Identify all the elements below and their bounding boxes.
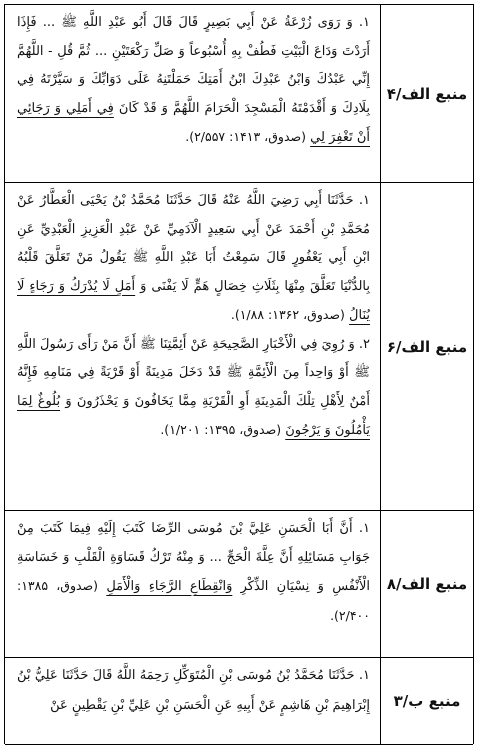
citation: (صدوق، ۱۳۸۵: ۲/۴۰۰). <box>17 578 370 623</box>
hadith-text: ۱. وَ رَوَى زُرْعَةُ عَنْ أَبِي بَصِيرٍ قَالَ قَالَ أَبُو عَبْدِ اللَّهِ ﷺ ... فَإِذَا أَرَدْتَ وَدَاعَ الْبَيْتِ فَطُفْ بِهِ أُسْبُوعاً وَ صَلِّ رَكْعَتَيْنِ ... ثُمَّ قُلِ - اللَّهُمَّ إِنِّي عَبْدُكَ وَابْنُ عَبْدِكَ ابْنُ أَمَتِكَ حَمَلْتَنِهُ عَلَى دَوَابِّكَ وَ سَيَّرْتَهُ فِي بِلَادِكَ وَ أَقْدَمْتَهُ الْمَسْجِدَ الْحَرَامَ اللَّهُمَّ وَ قَدْ كَانَ فِي أَمَلِي وَ رَجَائِي أَنْ تَغْفِرَ لِي (صدوق، ۱۴۱۳: ۲/۵۵۷). <box>17 15 370 145</box>
table-row <box>5 5 473 183</box>
highlighted-phrase: فِي أَمَلِي وَ رَجَائِي أَنْ تَغْفِرَ لِي <box>17 100 370 145</box>
highlighted-phrase: أَمَلٍ لَا يُدْرَكُ وَ رَجَاءٍ لَا يُنَالُ <box>17 278 370 323</box>
source-label: منبع ب/۳ <box>380 658 473 744</box>
source-label: منبع الف/۶ <box>380 183 473 510</box>
highlighted-phrase: وَانْقِطَاعِ الرَّجَاءِ وَالْأَمَلِ <box>106 579 233 594</box>
table-row <box>5 658 473 745</box>
hadith-text: ۱. أَنَّ أَبَا الْحَسَنِ عَلِيَّ بْنَ مُوسَى الرِّضَا كَتَبَ إِلَيْهِ فِيمَا كَتَبَ مِنْ جَوَابِ مَسَائِلِهِ أَنَّ عِلَّةَ الْحَجِّ ... وَ مِنْهُ تَرْكُ قَسَاوَةِ الْقَلْبِ وَ خَسَاسَةِ الْأَنْفُسِ وَ نِسْيَانِ الذِّكْرِ وَانْقِطَاعِ الرَّجَاءِ وَالْأَمَلِ (صدوق، ۱۳۸۵: ۲/۴۰۰). <box>17 521 370 623</box>
hadith-cell <box>5 5 380 182</box>
highlighted-phrase: بُلُوغٌ لِمَا يَأْمُلُونَ وَ يَرْجُونَ <box>17 393 370 438</box>
hadith-text: ۱. حَدَّثَنَا مُحَمَّدُ بْنُ مُوسَى بْنِ الْمُتَوَكِّلِ رَحِمَهُ اللَّهُ قَالَ حَدَّثَنَا عَلِيُّ بْنُ إِبْرَاهِيمَ بْنِ هَاشِمٍ عَنْ أَبِيهِ عَنِ الْحَسَنِ بْنِ عَلِيِّ بْنِ يَقْطِينٍ عَنْ <box>17 668 370 713</box>
source-label: منبع الف/۴ <box>380 5 473 182</box>
source-label: منبع الف/۸ <box>380 511 473 657</box>
hadith-text: ۲. وَ رُوِيَ فِي الْأَخْبَارِ الصَّحِيحَةِ عَنْ أَئِمَّتِنَا ﷺ أَنَّ مَنْ رَأَى رَسُولَ اللَّهِ ﷺ أَوْ وَاحِداً مِنَ الْأَئِمَّةِ ﷺ قَدْ دَخَلَ مَدِينَةً أَوْ قَرْيَةً فِي مَنَامِهِ فَإِنَّهُ أَمْنٌ لِأَهْلِ تِلْكَ الْمَدِينَةِ أَوِ الْقَرْيَةِ مِمَّا يَخَافُونَ وَ يَحْذَرُونَ وَ بُلُوغٌ لِمَا يَأْمُلُونَ وَ يَرْجُونَ (صدوق، ۱۳۹۵: ۱/۲۰۱). <box>17 336 370 438</box>
citation: (صدوق، ۱۳۹۵: ۱/۲۰۱). <box>160 422 282 437</box>
hadith-cell <box>5 658 380 744</box>
hadith-cell <box>5 183 380 510</box>
hadith-source-table <box>4 4 474 744</box>
citation: (صدوق، ۱۳۶۲: ۱/۸۸). <box>230 307 345 322</box>
hadith-text: ۱. حَدَّثَنَا أَبِي رَضِيَ اللَّهُ عَنْهُ قَالَ حَدَّثَنَا مُحَمَّدُ بْنُ يَحْيَى الْعَطَّارُ عَنْ مُحَمَّدِ بْنِ أَحْمَدَ عَنْ أَبِي سَعِيدٍ الْآدَمِيِّ عَنْ عَبْدِ الْعَزِيزِ الْعَبْدِيِّ عَنِ ابْنِ أَبِي يَعْفُورٍ قَالَ سَمِعْتُ أَبَا عَبْدِ اللَّهِ ﷺ يَقُولُ مَنْ تَعَلَّقَ قَلْبُهُ بِالدُّنْيَا تَعَلَّقَ مِنْهَا بِثَلَاثِ خِصَالٍ هَمٍّ لَا يَفْنَى وَ أَمَلٍ لَا يُدْرَكُ وَ رَجَاءٍ لَا يُنَالُ (صدوق، ۱۳۶۲: ۱/۸۸). <box>17 193 370 323</box>
citation: (صدوق، ۱۴۱۳: ۲/۵۵۷). <box>185 129 306 144</box>
table-row <box>5 511 473 658</box>
table-row <box>5 183 473 511</box>
hadith-cell <box>5 511 380 657</box>
